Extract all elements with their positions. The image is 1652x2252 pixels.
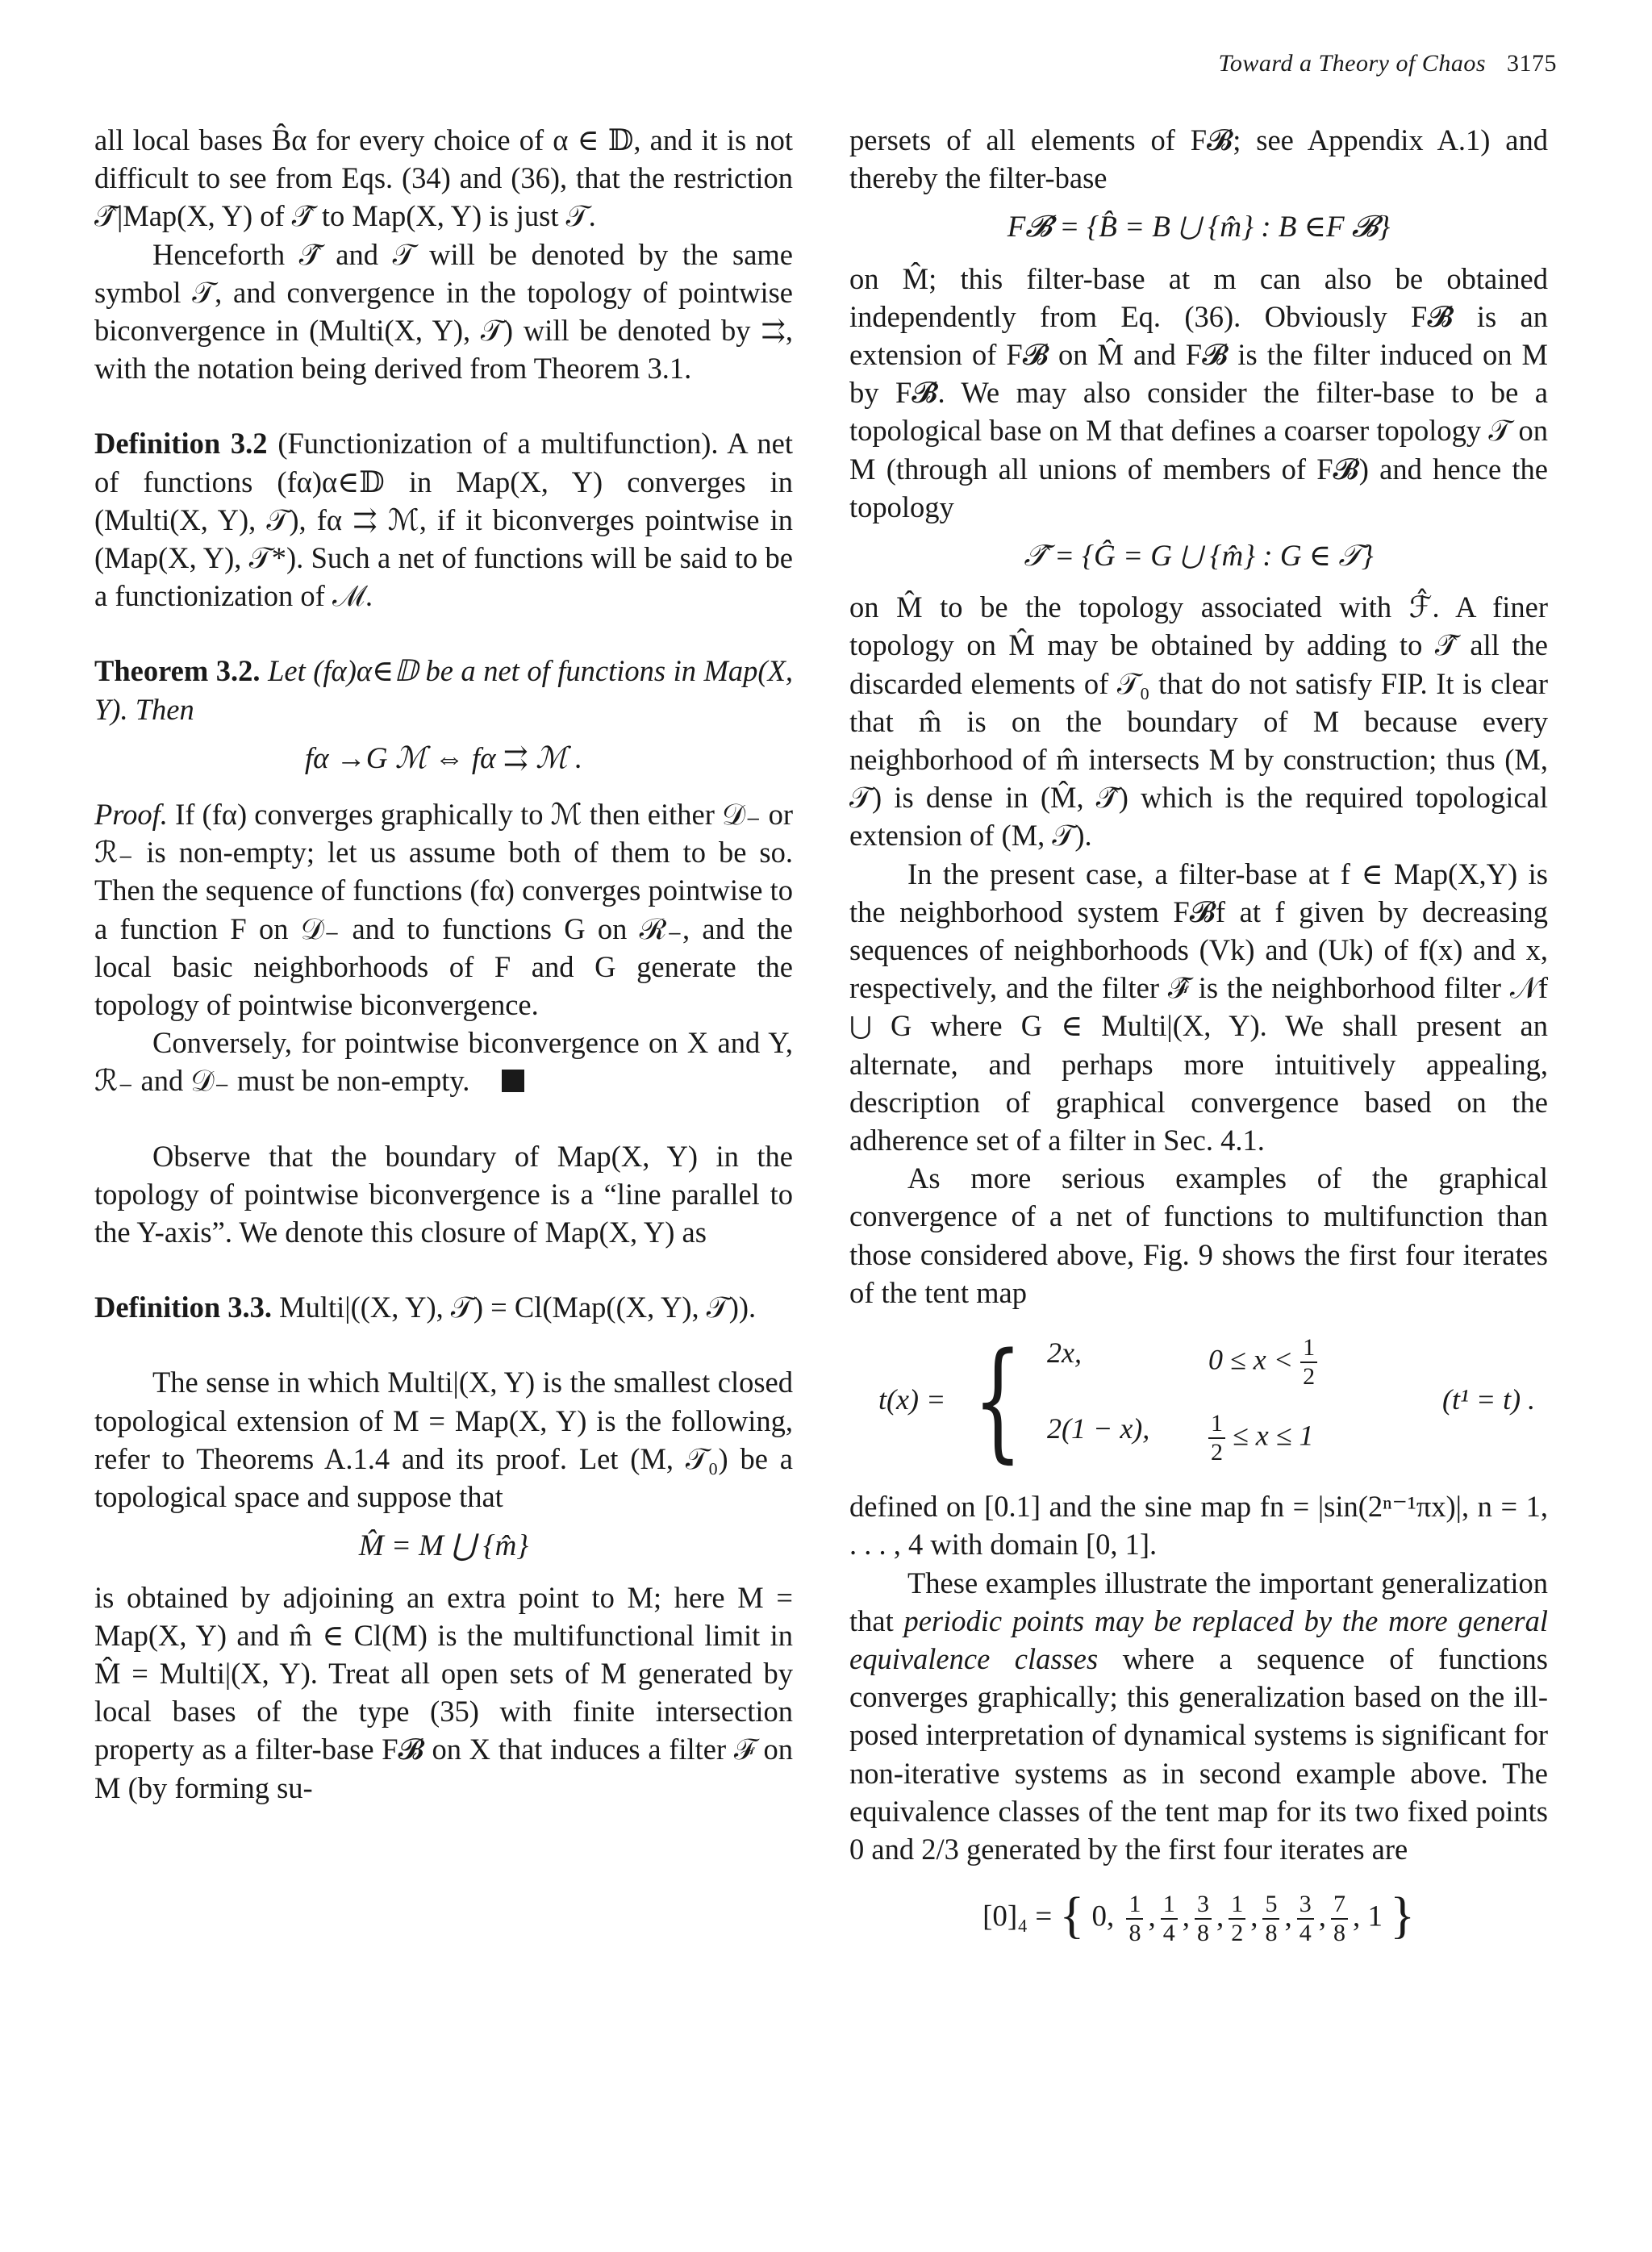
- case-1-condition-text: 0 ≤ x <: [1208, 1343, 1294, 1376]
- tent-map-cases: [1047, 1334, 1394, 1466]
- case-1-expression: 2x,: [1047, 1337, 1083, 1370]
- set-fractions: [1121, 1891, 1361, 1947]
- definition-3-3-body: Multi|((X, Y), 𝒯) = Cl(Map((X, Y), 𝒯)).: [279, 1291, 757, 1324]
- definition-3-2-title: (Functionization of a multifunction).: [277, 427, 719, 461]
- paragraph-defined-on: defined on [0.1] and the sine map fn = |sin(2ⁿ⁻¹πx)|, n = 1, . . . , 4 with domain [0, 1].: [849, 1490, 1548, 1562]
- equivalence-class-lhs: [0]₄ =: [982, 1900, 1053, 1933]
- proof-label: Proof.: [94, 798, 168, 832]
- case-2-condition: [1208, 1410, 1394, 1466]
- generalization-text-pre: These examples illustrate the important generalization that: [849, 1566, 1548, 1637]
- right-column: [849, 121, 1548, 1947]
- paragraph-generalization: [849, 1564, 1548, 1869]
- set-last-element: 1: [1367, 1900, 1383, 1933]
- proof-conversely: [94, 1024, 793, 1099]
- case-2-expression: 2(1 − x),: [1047, 1412, 1150, 1445]
- comma: ,: [1352, 1900, 1361, 1933]
- generalization-text-post: where a sequence of functions converges graphically; this generalization based on the ill-posed interpretation of dynamical systems is significant for non-iterative systems as in second example above. The equivalence classes of the tent map for its two fixed points 0 and 2/3 generated by the first four iterates are: [849, 1641, 1549, 1866]
- theorem-3-2-body: Let (fα)α∈𝔻 be a net of functions in Map(X, Y). Then: [94, 654, 793, 726]
- proof: [94, 795, 793, 1024]
- paragraph-local-bases: all local bases B̂α for every choice of α ∈ 𝔻, and it is not difficult to see from Eqs. (34) and (36), that the restriction 𝒯̂|Map(X, Y) of 𝒯̂ to Map(X, Y) is just 𝒯.: [94, 123, 793, 233]
- comma: ,: [1250, 1900, 1258, 1933]
- case-1-condition: [1208, 1334, 1394, 1391]
- theorem-3-2-heading: Theorem 3.2.: [94, 654, 261, 688]
- paragraph-present-case: In the present case, a filter-base at f ∈ Map(X,Y) is the neighborhood system F𝓑f at f given by decreasing sequences of neighborhoods (Vk) and (Uk) of f(x) and x, respectively, and the filter ℱ̂ is the neighborhood filter 𝒩f ⋃ G where G ∈ Multi|(X, Y). We shall present an alternate, and perhaps more intuitively appealing, description of graphical convergence based on the adherence set of a filter in Sec. 4.1.: [849, 857, 1548, 1157]
- paragraph-on-m-hat: on M̂; this filter-base at m can also be obtained independently from Eq. (36). Obviously F𝓑̂ is an extension of F𝓑 on M̂ and F𝓑 is the filter induced on M by F𝓑̂. We may also consider the filter-base to be a topological base on M that defines a coarser topology 𝒯 on M (through all unions of members of F𝓑) and hence the topology: [849, 261, 1548, 523]
- definition-3-3-heading: Definition 3.3.: [94, 1291, 273, 1324]
- definition-3-2-heading: Definition 3.2: [94, 427, 268, 461]
- generalization-emphasis: periodic points may be replaced by the more general equivalence classes: [849, 1604, 1548, 1675]
- paragraph-sense: The sense in which Multi|(X, Y) is the smallest closed topological extension of M = Map(X, Y) is the following, refer to Theorems A.1.4 and its proof. Let (M, 𝒯₀) be a topological space and suppose that: [94, 1366, 793, 1514]
- comma: ,: [1284, 1900, 1292, 1933]
- left-brace-icon: {: [973, 1324, 1023, 1476]
- paragraph-persets: persets of all elements of F𝓑; see Appendix A.1) and thereby the filter-base: [849, 123, 1548, 195]
- set-fraction: $\frac{1}{8}$: [1126, 1891, 1143, 1947]
- comma: ,: [1216, 1900, 1224, 1933]
- paragraph-henceforth: Henceforth 𝒯̂ and 𝒯 will be denoted by the same symbol 𝒯, and convergence in the topology of pointwise biconvergence in (Multi(X, Y), 𝒯) will be denoted by ⇉, with the notation being derived from Theorem 3.1.: [94, 237, 793, 386]
- set-fraction: $\frac{5}{8}$: [1262, 1891, 1279, 1947]
- set-fraction: $\frac{7}{8}$: [1331, 1891, 1348, 1947]
- equivalence-class-equation: [849, 1886, 1548, 1947]
- set-fraction: $\frac{3}{8}$: [1195, 1891, 1212, 1947]
- case-2-condition-text: ≤ x ≤ 1: [1233, 1419, 1314, 1452]
- fraction-one-half: $\frac{1}{2}$: [1300, 1334, 1317, 1391]
- comma: ,: [1318, 1900, 1326, 1933]
- set-fraction: $\frac{1}{2}$: [1229, 1891, 1245, 1947]
- definition-3-3: [94, 1288, 793, 1326]
- set-fraction: $\frac{1}{4}$: [1161, 1891, 1178, 1947]
- paragraph-observe: Observe that the boundary of Map(X, Y) in the topology of pointwise biconvergence is a “line parallel to the Y-axis”. We denote this closure of Map(X, Y) as: [94, 1139, 793, 1249]
- theorem-3-2: [94, 652, 793, 728]
- equation-topology: 𝒯̂ = {Ĝ = G ⋃ {m̂} : G ∈ 𝒯}: [1024, 540, 1374, 573]
- tent-map-equation: [849, 1324, 1548, 1476]
- left-column: [94, 121, 793, 1807]
- comma: ,: [1182, 1900, 1190, 1933]
- tent-map-lhs: t(x) =: [878, 1383, 946, 1416]
- paragraph-finer-topology: on M̂ to be the topology associated with ℱ̂. A finer topology on M̂ may be obtained by adding to 𝒯̂ all the discarded elements of 𝒯₀ that do not satisfy FIP. It is clear that m̂ is on the boundary of M because every neighborhood of m̂ intersects M by construction; thus (M, 𝒯) is dense in (M̂, 𝒯̂) which is the required topological extension of (M, 𝒯).: [849, 590, 1548, 853]
- proof-body: If (fα) converges graphically to ℳ then either 𝒟₋ or ℛ₋ is non-empty; let us assume both of them to be so. Then the sequence of functions (fα) converges pointwise to a function F on 𝒟₋ and to functions G on ℛ₋, and the local basic neighborhoods of F and G generate the topology of pointwise biconvergence.: [94, 798, 793, 1022]
- running-title: Toward a Theory of Chaos: [1218, 50, 1486, 77]
- qed-square-icon: [502, 1070, 524, 1092]
- comma: ,: [1148, 1900, 1156, 1933]
- theorem-3-2-equation: fα →G ℳ ⇔ fα ⇉ ℳ .: [304, 741, 583, 775]
- running-head: [1218, 50, 1557, 77]
- paragraph-serious-examples: As more serious examples of the graphical convergence of a net of functions to multifunction than those considered above, Fig. 9 shows the first four iterates of the tent map: [849, 1161, 1548, 1309]
- set-fraction: $\frac{3}{4}$: [1297, 1891, 1314, 1947]
- definition-3-2: [94, 424, 793, 615]
- page-number: 3175: [1507, 50, 1557, 77]
- fraction-one-half: $\frac{1}{2}$: [1208, 1410, 1225, 1466]
- paragraph-adjoin: is obtained by adjoining an extra point to M; here M = Map(X, Y) and m̂ ∈ Cl(M) is the multifunctional limit in M̂ = Multi|(X, Y). Treat all open sets of M generated by local bases of the type (35) with finite intersection property as a filter-base F𝓑 on X that induces a filter ℱ on M (by forming su-: [94, 1580, 793, 1804]
- definition-3-2-body: A net of functions (fα)α∈𝔻 in Map(X, Y) converges in (Multi(X, Y), 𝒯), fα ⇉ ℳ, if it biconverges pointwise in (Map(X, Y), 𝒯*). Such a net of functions will be said to be a functionization of ℳ.: [94, 427, 793, 613]
- tent-map-note: (t¹ = t) .: [1442, 1383, 1536, 1416]
- equation-filter-base: F𝓑̂ = {B̂ = B ⋃ {m̂} : B ∈F 𝓑}: [1007, 211, 1391, 244]
- left-brace-icon: {: [1059, 1886, 1085, 1944]
- proof-conversely-text: Conversely, for pointwise biconvergence on X and Y, ℛ₋ and 𝒟₋ must be non-empty.: [94, 1026, 793, 1098]
- equation-m-hat: M̂ = M ⋃ {m̂}: [358, 1529, 529, 1563]
- right-brace-icon: }: [1390, 1886, 1415, 1944]
- set-first-element: 0,: [1091, 1900, 1115, 1933]
